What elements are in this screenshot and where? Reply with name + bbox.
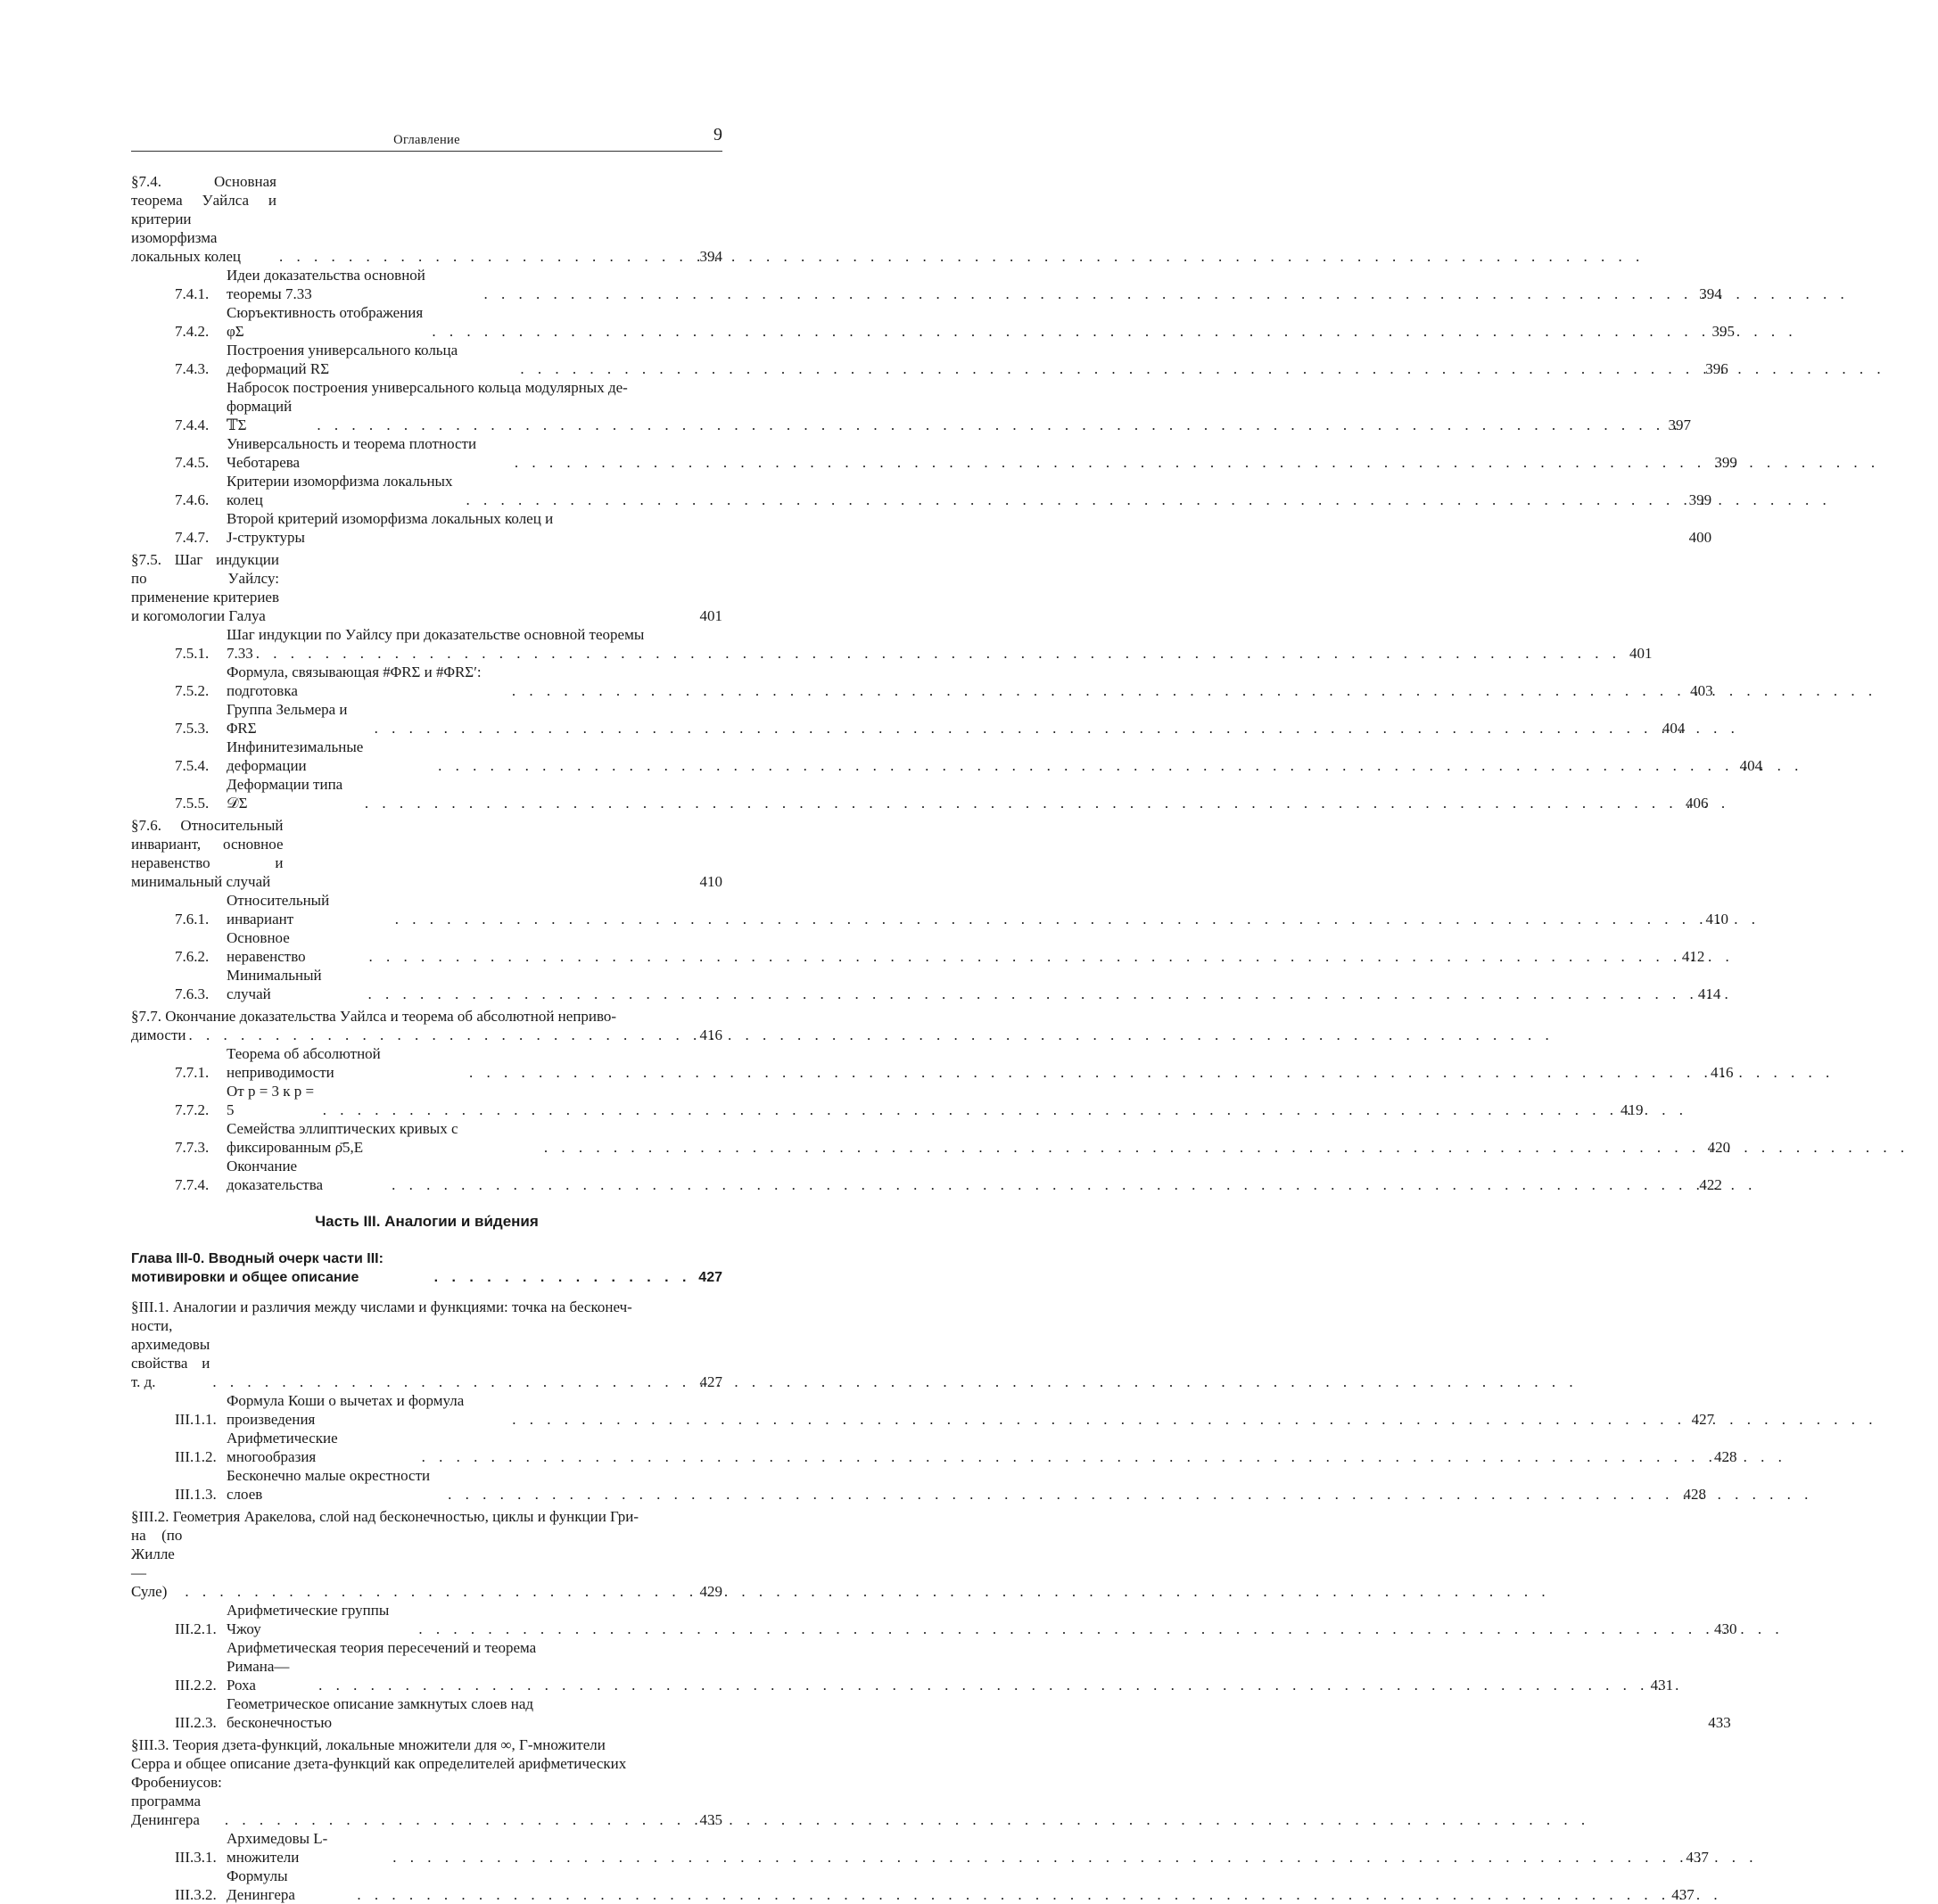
subsection-title-line1: Арифметическая теория пересечений и теорема xyxy=(227,1639,537,1656)
toc-section-III-1[interactable] xyxy=(131,1298,722,1391)
subsection-number: III.3.1. xyxy=(175,1849,217,1866)
leader-dots xyxy=(448,1485,1675,1504)
leader-dots xyxy=(375,719,1654,738)
toc-subsection[interactable] xyxy=(175,1119,1731,1157)
subsection-number: III.1.2. xyxy=(175,1448,217,1465)
leader-dots xyxy=(279,247,691,266)
page-ref: 403 xyxy=(1690,682,1713,699)
subsection-title: Второй критерий изоморфизма локальных колец и J-структуры xyxy=(227,510,554,546)
section-title-line1: §7.7. Окончание доказательства Уайлса и теорема об абсолютной неприво- xyxy=(131,1008,617,1025)
page-ref: 427 xyxy=(698,1270,722,1285)
toc-subsection[interactable] xyxy=(175,1694,1731,1732)
page-ref: 419 xyxy=(1620,1101,1644,1118)
page-ref: 394 xyxy=(1699,285,1722,302)
page-ref: 412 xyxy=(1681,948,1705,965)
leader-dots xyxy=(466,490,1681,509)
leader-dots xyxy=(438,756,1731,775)
toc-chapter-III-0[interactable] xyxy=(131,1249,722,1287)
subsection-title: Семейства эллиптических кривых с фиксированным ρ̄5,E xyxy=(227,1120,458,1156)
page-ref: 410 xyxy=(1705,911,1728,927)
page-ref: 437 xyxy=(1686,1849,1709,1866)
subsection-number: 7.4.3. xyxy=(175,360,210,377)
page-ref: 404 xyxy=(1739,757,1763,774)
running-title: Оглавление xyxy=(393,133,460,147)
leader-dots xyxy=(432,322,1703,341)
subsection-number: 7.4.4. xyxy=(175,416,210,433)
toc-subsection[interactable] xyxy=(175,625,1653,663)
subsection-title: Группа Зельмера и ΦRΣ xyxy=(227,701,348,737)
toc-section-7-5[interactable] xyxy=(131,550,722,625)
toc-subsection[interactable] xyxy=(175,663,1713,700)
toc-subsection[interactable] xyxy=(175,1391,1715,1429)
section-title-line2: димости xyxy=(131,1026,186,1043)
leader-dots xyxy=(212,1372,691,1391)
page-ref: 429 xyxy=(699,1583,722,1600)
toc-section-III-2[interactable] xyxy=(131,1507,722,1601)
toc-subsection[interactable] xyxy=(175,1429,1737,1466)
subsection-title: Построения универсального кольца деформаций RΣ xyxy=(227,342,458,377)
subsection-number: III.2.2. xyxy=(175,1677,217,1694)
subsection-number: 7.7.4. xyxy=(175,1176,210,1193)
subsection-title: Основное неравенство xyxy=(227,929,306,965)
subsection-number: III.2.3. xyxy=(175,1714,217,1731)
leader-dots xyxy=(185,1582,691,1601)
toc-subsection[interactable] xyxy=(175,775,1709,812)
leader-dots xyxy=(318,1676,1642,1694)
toc-subsection[interactable] xyxy=(175,1601,1737,1638)
table-of-contents xyxy=(131,169,1763,1904)
page-ref: 437 xyxy=(1671,1886,1695,1903)
subsection-number: 7.5.5. xyxy=(175,795,210,812)
page-ref: 422 xyxy=(1699,1176,1722,1193)
page-ref: 420 xyxy=(1707,1139,1731,1156)
page-ref: 396 xyxy=(1705,360,1728,377)
page-ref: 435 xyxy=(699,1811,722,1828)
page-ref: 427 xyxy=(1691,1411,1715,1428)
leader-dots xyxy=(392,1175,1691,1194)
leader-dots xyxy=(365,794,1678,812)
leader-dots xyxy=(395,910,1697,928)
toc-section-7-7[interactable] xyxy=(131,1007,722,1044)
toc-section-7-6[interactable] xyxy=(131,816,722,891)
leader-dots xyxy=(357,1885,1662,1904)
subsection-title: Критерии изоморфизма локальных колец xyxy=(227,473,453,508)
page-ref: 399 xyxy=(1688,491,1712,508)
subsection-title: Архимедовы L-множители xyxy=(227,1830,328,1866)
page-ref: 401 xyxy=(1629,645,1653,662)
subsection-title: Деформации типа 𝒟Σ xyxy=(227,776,343,812)
subsection-title: Сюръективность отображения φΣ xyxy=(227,304,424,340)
section-title: §7.4. Основная теорема Уайлса и критерии изоморфизма локальных колец xyxy=(131,173,276,265)
leader-dots xyxy=(317,416,1660,434)
leader-dots xyxy=(225,1810,691,1829)
subsection-title: Универсальность и теорема плотности Чеботарева xyxy=(227,435,477,471)
subsection-title: Теорема об абсолютной неприводимости xyxy=(227,1045,381,1081)
leader-dots xyxy=(520,359,1696,378)
subsection-number: 7.6.3. xyxy=(175,985,210,1002)
toc-section-7-4[interactable] xyxy=(131,172,722,266)
toc-subsection[interactable] xyxy=(175,378,1691,434)
leader-dots xyxy=(418,1620,1705,1638)
subsection-title: Инфинитезимальные деформации xyxy=(227,738,364,774)
leader-dots xyxy=(434,1268,691,1287)
leader-dots xyxy=(515,453,1706,472)
toc-subsection[interactable] xyxy=(175,700,1686,738)
toc-subsection[interactable] xyxy=(175,1044,1734,1082)
subsection-number: 7.7.1. xyxy=(175,1064,210,1081)
subsection-title: Формулы Денингера xyxy=(227,1867,295,1903)
section-title-line1: §III.3. Теория дзета-функций, локальные множители для ∞, Γ-множители xyxy=(131,1736,606,1753)
section-title-line2: на (по Жилле—Суле) xyxy=(131,1527,183,1600)
toc-section-III-3[interactable] xyxy=(131,1735,722,1829)
page-ref: 401 xyxy=(699,607,722,624)
leader-dots xyxy=(189,1026,691,1044)
page-ref: 410 xyxy=(699,873,722,890)
subsection-title: Арифметические группы Чжоу xyxy=(227,1602,390,1637)
subsection-number: 7.5.4. xyxy=(175,757,210,774)
leader-dots xyxy=(483,284,1690,303)
page-ref: 394 xyxy=(699,248,722,265)
leader-dots xyxy=(392,1848,1678,1867)
subsection-number: 7.7.3. xyxy=(175,1139,210,1156)
subsection-title: Минимальный случай xyxy=(227,967,322,1002)
section-title-line1: §III.2. Геометрия Аракелова, слой над бесконечностью, циклы и функции Гри- xyxy=(131,1508,639,1525)
toc-subsection[interactable] xyxy=(175,1157,1722,1194)
subsection-title: Бесконечно малые окрестности слоев xyxy=(227,1467,431,1503)
subsection-title: Окончание доказательства xyxy=(227,1158,324,1193)
page-ref: 416 xyxy=(699,1026,722,1043)
leader-dots xyxy=(544,1138,1699,1157)
leader-dots xyxy=(323,1100,1612,1119)
page-number: 9 xyxy=(713,125,722,144)
page-ref: 428 xyxy=(1683,1486,1707,1503)
subsection-number: 7.4.2. xyxy=(175,323,210,340)
subsection-number: 7.4.5. xyxy=(175,454,210,471)
leader-dots xyxy=(368,947,1673,966)
toc-subsection[interactable] xyxy=(175,966,1721,1003)
subsection-number: 7.5.1. xyxy=(175,645,210,662)
subsection-number: III.2.1. xyxy=(175,1620,217,1637)
toc-subsection[interactable] xyxy=(175,341,1728,378)
subsection-title-line2: 7.33 xyxy=(227,645,253,662)
subsection-number: 7.5.2. xyxy=(175,682,210,699)
section-title-line2: ности, архимедовы свойства и т. д. xyxy=(131,1317,210,1390)
leader-dots xyxy=(469,1063,1703,1082)
subsection-number: 7.6.1. xyxy=(175,911,210,927)
toc-subsection[interactable] xyxy=(175,434,1737,472)
page-ref: 428 xyxy=(1713,1448,1737,1465)
subsection-number: 7.4.6. xyxy=(175,491,210,508)
subsection-title-line1: Набросок построения универсального кольца модулярных де- xyxy=(227,379,628,396)
part-heading[interactable]: Часть III. Аналогии и ви́дения xyxy=(315,1213,539,1230)
page-ref: 427 xyxy=(699,1373,722,1390)
leader-dots xyxy=(422,1447,1706,1466)
section-title-line3: Фробениусов: программа Денингера xyxy=(131,1774,222,1828)
page-ref: 400 xyxy=(1688,529,1712,546)
subsection-number: 7.4.1. xyxy=(175,285,210,302)
page-ref: 414 xyxy=(1697,985,1721,1002)
section-title: §7.6. Относительный инвариант, основное неравенство и минимальный случай xyxy=(131,817,284,890)
page-ref: 433 xyxy=(1708,1714,1731,1731)
chapter-title: Глава III-0. Вводный очерк части III: мотивировки и общее описание xyxy=(131,1251,383,1285)
leader-dots xyxy=(367,985,1689,1003)
subsection-title: Арифметические многообразия xyxy=(227,1430,338,1465)
section-title: §7.5. Шаг индукции по Уайлсу: применение критериев и когомологии Галуа xyxy=(131,551,279,624)
leader-dots xyxy=(512,681,1682,700)
page-ref: 399 xyxy=(1714,454,1737,471)
subsection-number: 7.4.7. xyxy=(175,529,210,546)
page-ref: 395 xyxy=(1711,323,1735,340)
toc-subsection[interactable] xyxy=(175,928,1705,966)
toc-subsection[interactable] xyxy=(175,472,1712,509)
page-ref: 416 xyxy=(1711,1064,1734,1081)
running-header xyxy=(131,126,722,152)
toc-subsection[interactable] xyxy=(175,509,1712,547)
page-ref: 406 xyxy=(1686,795,1709,812)
subsection-title: Формула, связывающая #ΦRΣ и #ΦRΣ′: подготовка xyxy=(227,664,482,699)
page-ref: 404 xyxy=(1662,720,1686,737)
subsection-number: III.1.1. xyxy=(175,1411,217,1428)
subsection-title: Формула Коши о вычетах и формула произведения xyxy=(227,1392,465,1428)
subsection-number: 7.5.3. xyxy=(175,720,210,737)
subsection-number: III.3.2. xyxy=(175,1886,217,1903)
leader-dots xyxy=(512,1410,1683,1429)
toc-subsection[interactable] xyxy=(175,738,1763,775)
page-ref: 431 xyxy=(1650,1677,1674,1694)
page-ref: 430 xyxy=(1713,1620,1737,1637)
toc-subsection[interactable] xyxy=(175,1082,1644,1119)
toc-subsection[interactable] xyxy=(175,1867,1695,1904)
toc-subsection[interactable] xyxy=(175,1829,1709,1867)
subsection-title-line2: формаций 𝕋Σ xyxy=(227,398,293,433)
subsection-title: Относительный инвариант xyxy=(227,892,330,927)
subsection-number: 7.6.2. xyxy=(175,948,210,965)
subsection-title: Идеи доказательства основной теоремы 7.33 xyxy=(227,267,425,302)
toc-subsection[interactable] xyxy=(175,891,1728,928)
section-title-line2: Серра и общее описание дзета-функций как определителей арифметических xyxy=(131,1755,627,1772)
subsection-title-line1: Шаг индукции по Уайлсу при доказательстве основной теоремы xyxy=(227,626,645,643)
subsection-title: От p = 3 к p = 5 xyxy=(227,1083,315,1118)
page-ref: 397 xyxy=(1668,416,1691,433)
toc-subsection[interactable] xyxy=(175,266,1722,303)
subsection-title: Геометрическое описание замкнутых слоев над бесконечностью xyxy=(227,1695,534,1731)
section-title-line1: §III.1. Аналогии и различия между числами и функциями: точка на бесконеч- xyxy=(131,1298,632,1315)
subsection-number: III.1.3. xyxy=(175,1486,217,1503)
toc-subsection[interactable] xyxy=(175,303,1735,341)
toc-subsection[interactable] xyxy=(175,1638,1674,1694)
subsection-number: 7.7.2. xyxy=(175,1101,210,1118)
toc-subsection[interactable] xyxy=(175,1466,1707,1504)
leader-dots xyxy=(256,644,1621,663)
subsection-title-line2: Римана—Роха xyxy=(227,1658,290,1694)
